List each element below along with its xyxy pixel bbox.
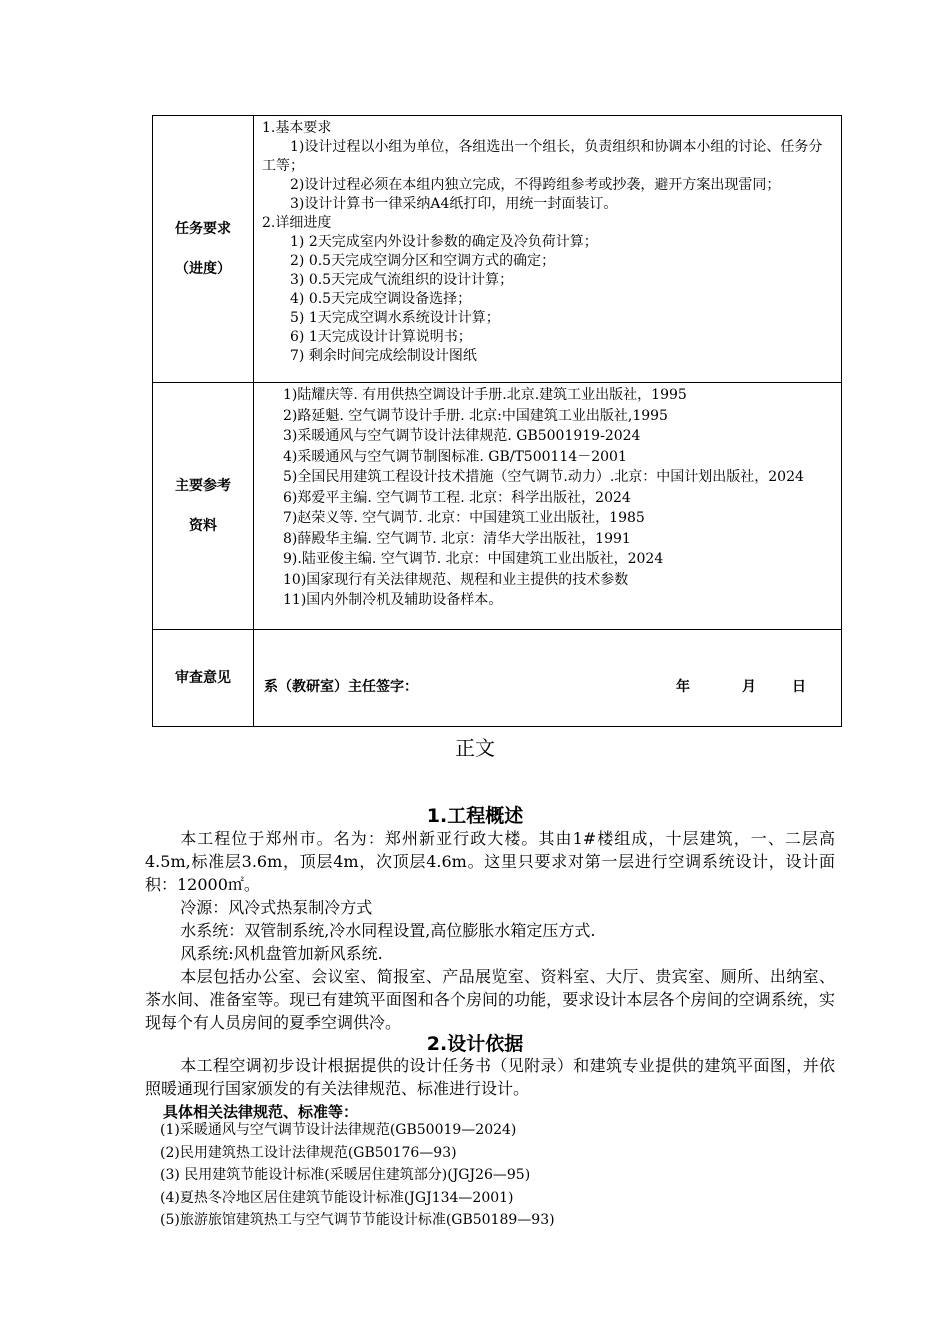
signature-label: 系（教研室）主任签字： [264,679,418,695]
review-label-cell: 审查意见 [153,630,254,727]
section1-paragraph: 水系统：双管制系统,冷水同程设置,高位膨胀水箱定压方式. [180,921,596,940]
section1-body [145,827,835,1034]
month-label: 月 [742,679,756,695]
section1-paragraph: 本工程位于郑州市。名为：郑州新亚行政大楼。其由1#楼组成，十层建筑，一、二层高4.5m,标准层3.6m，顶层4m，次顶层4.6m。这里只要求对第一层进行空调系统设计，设计面积：12000㎡。 [145,829,835,894]
reference-item: 10)国家现行有关法律规范、规程和业主提供的技术参数 [283,571,629,588]
reference-item: 9).陆亚俊主编. 空气调节. 北京：中国建筑工业出版社，2024 [283,551,664,567]
standard-item: (4)夏热冬冷地区居住建筑节能设计标准(JGJ134—2001) [160,1189,514,1206]
section2-paragraph: 本工程空调初步设计根据提供的设计任务书（见附录）和建筑专业提供的建筑平面图，并依照暖通现行国家颁发的有关法律规范、标准进行设计。 [145,1056,835,1098]
basic-requirement-item: 3)设计计算书一律采纳A4纸打印，用统一封面装订。 [290,196,618,212]
section2-title: 2.设计依据 [426,1033,524,1055]
review-row [153,630,842,727]
task-label-cell [153,116,254,383]
refs-label-line2: 资料 [189,518,217,534]
schedule-item: 7) 剩余时间完成绘制设计图纸 [290,348,477,364]
task-label-line1: 任务要求 [175,221,231,237]
main-heading: 正文 [455,736,495,760]
refs-label-line1: 主要参考 [175,478,231,494]
reference-item: 6)郑爱平主编. 空气调节工程. 北京：科学出版社，2024 [283,489,631,506]
section1-paragraph: 冷源：风冷式热泵制冷方式 [180,898,373,917]
standard-item: (5)旅游旅馆建筑热工与空气调节节能设计标准(GB50189—93) [160,1212,555,1228]
schedule-item: 1) 2天完成室内外设计参数的确定及冷负荷计算； [290,234,598,250]
standard-item: (3) 民用建筑节能设计标准(采暖居住建筑部分)(JGJ26—95) [160,1167,531,1183]
reference-item: 5)全国民用建筑工程设计技术措施（空气调节.动力）.北京：中国计划出版社，2024 [283,469,804,485]
section1-paragraph: 风系统:风机盘管加新风系统. [180,944,383,963]
standard-item: (1)采暖通风与空气调节设计法律规范(GB50019—2024) [160,1122,517,1138]
basic-requirement-item: 2)设计过程必须在本组内独立完成，不得跨组参考或抄袭，避开方案出现雷同； [290,177,781,193]
basic-requirement-item: 1)设计过程以小组为单位，各组选出一个组长，负责组织和协调本小组的讨论、任务分工等； [262,139,823,174]
reference-item: 7)赵荣义等. 空气调节. 北京：中国建筑工业出版社，1985 [283,510,645,526]
year-label: 年 [676,679,690,695]
task-label-line2: （进度） [175,261,231,277]
task-content-cell [254,116,842,383]
standard-item: (2)民用建筑热工设计法律规范(GB50176—93) [160,1144,457,1161]
section2-body [145,1054,835,1100]
reference-item: 3)采暖通风与空气调节设计法律规范. GB5001919-2024 [283,428,641,444]
section1-title: 1.工程概述 [426,805,524,827]
schedule-item: 6) 1天完成设计计算说明书； [290,329,472,345]
section1-paragraph: 本层包括办公室、会议室、简报室、产品展览室、资料室、大厅、贵宾室、厕所、出纳室、茶水间、准备室等。现已有建筑平面图和各个房间的功能，要求设计本层各个房间的空调系统，实现每个有人员房间的夏季空调供冷。 [145,967,835,1032]
reference-item: 4)采暖通风与空气调节制图标准. GB/T500114－2001 [283,448,627,465]
schedule-item: 5) 1天完成空调水系统设计计算； [290,310,500,326]
refs-content-cell [254,383,842,630]
standards-subtitle: 具体相关法律规范、标准等： [163,1103,359,1121]
day-label: 日 [792,679,806,695]
refs-label-cell [153,383,254,630]
reference-item: 2)路延魁. 空气调节设计手册. 北京:中国建筑工业出版社,1995 [283,407,668,424]
schedule-item: 3) 0.5天完成气流组织的设计计算； [290,272,514,288]
schedule-item: 2) 0.5天完成空调分区和空调方式的确定； [290,253,556,269]
task-form-table [152,115,842,727]
schedule-title: 2.详细进度 [262,215,332,231]
reference-item: 1)陆耀庆等. 有用供热空调设计手册.北京.建筑工业出版社，1995 [283,387,687,403]
review-content-cell [254,630,842,727]
basic-requirements-title: 1.基本要求 [262,120,332,136]
reference-item: 8)薛殿华主编. 空气调节. 北京：清华大学出版社，1991 [283,530,631,547]
schedule-item: 4) 0.5天完成空调设备选择； [290,291,472,307]
refs-row [153,383,842,630]
reference-item: 11)国内外制冷机及辅助设备样本。 [283,592,503,608]
standards-list [160,1119,555,1232]
task-row [153,116,842,383]
